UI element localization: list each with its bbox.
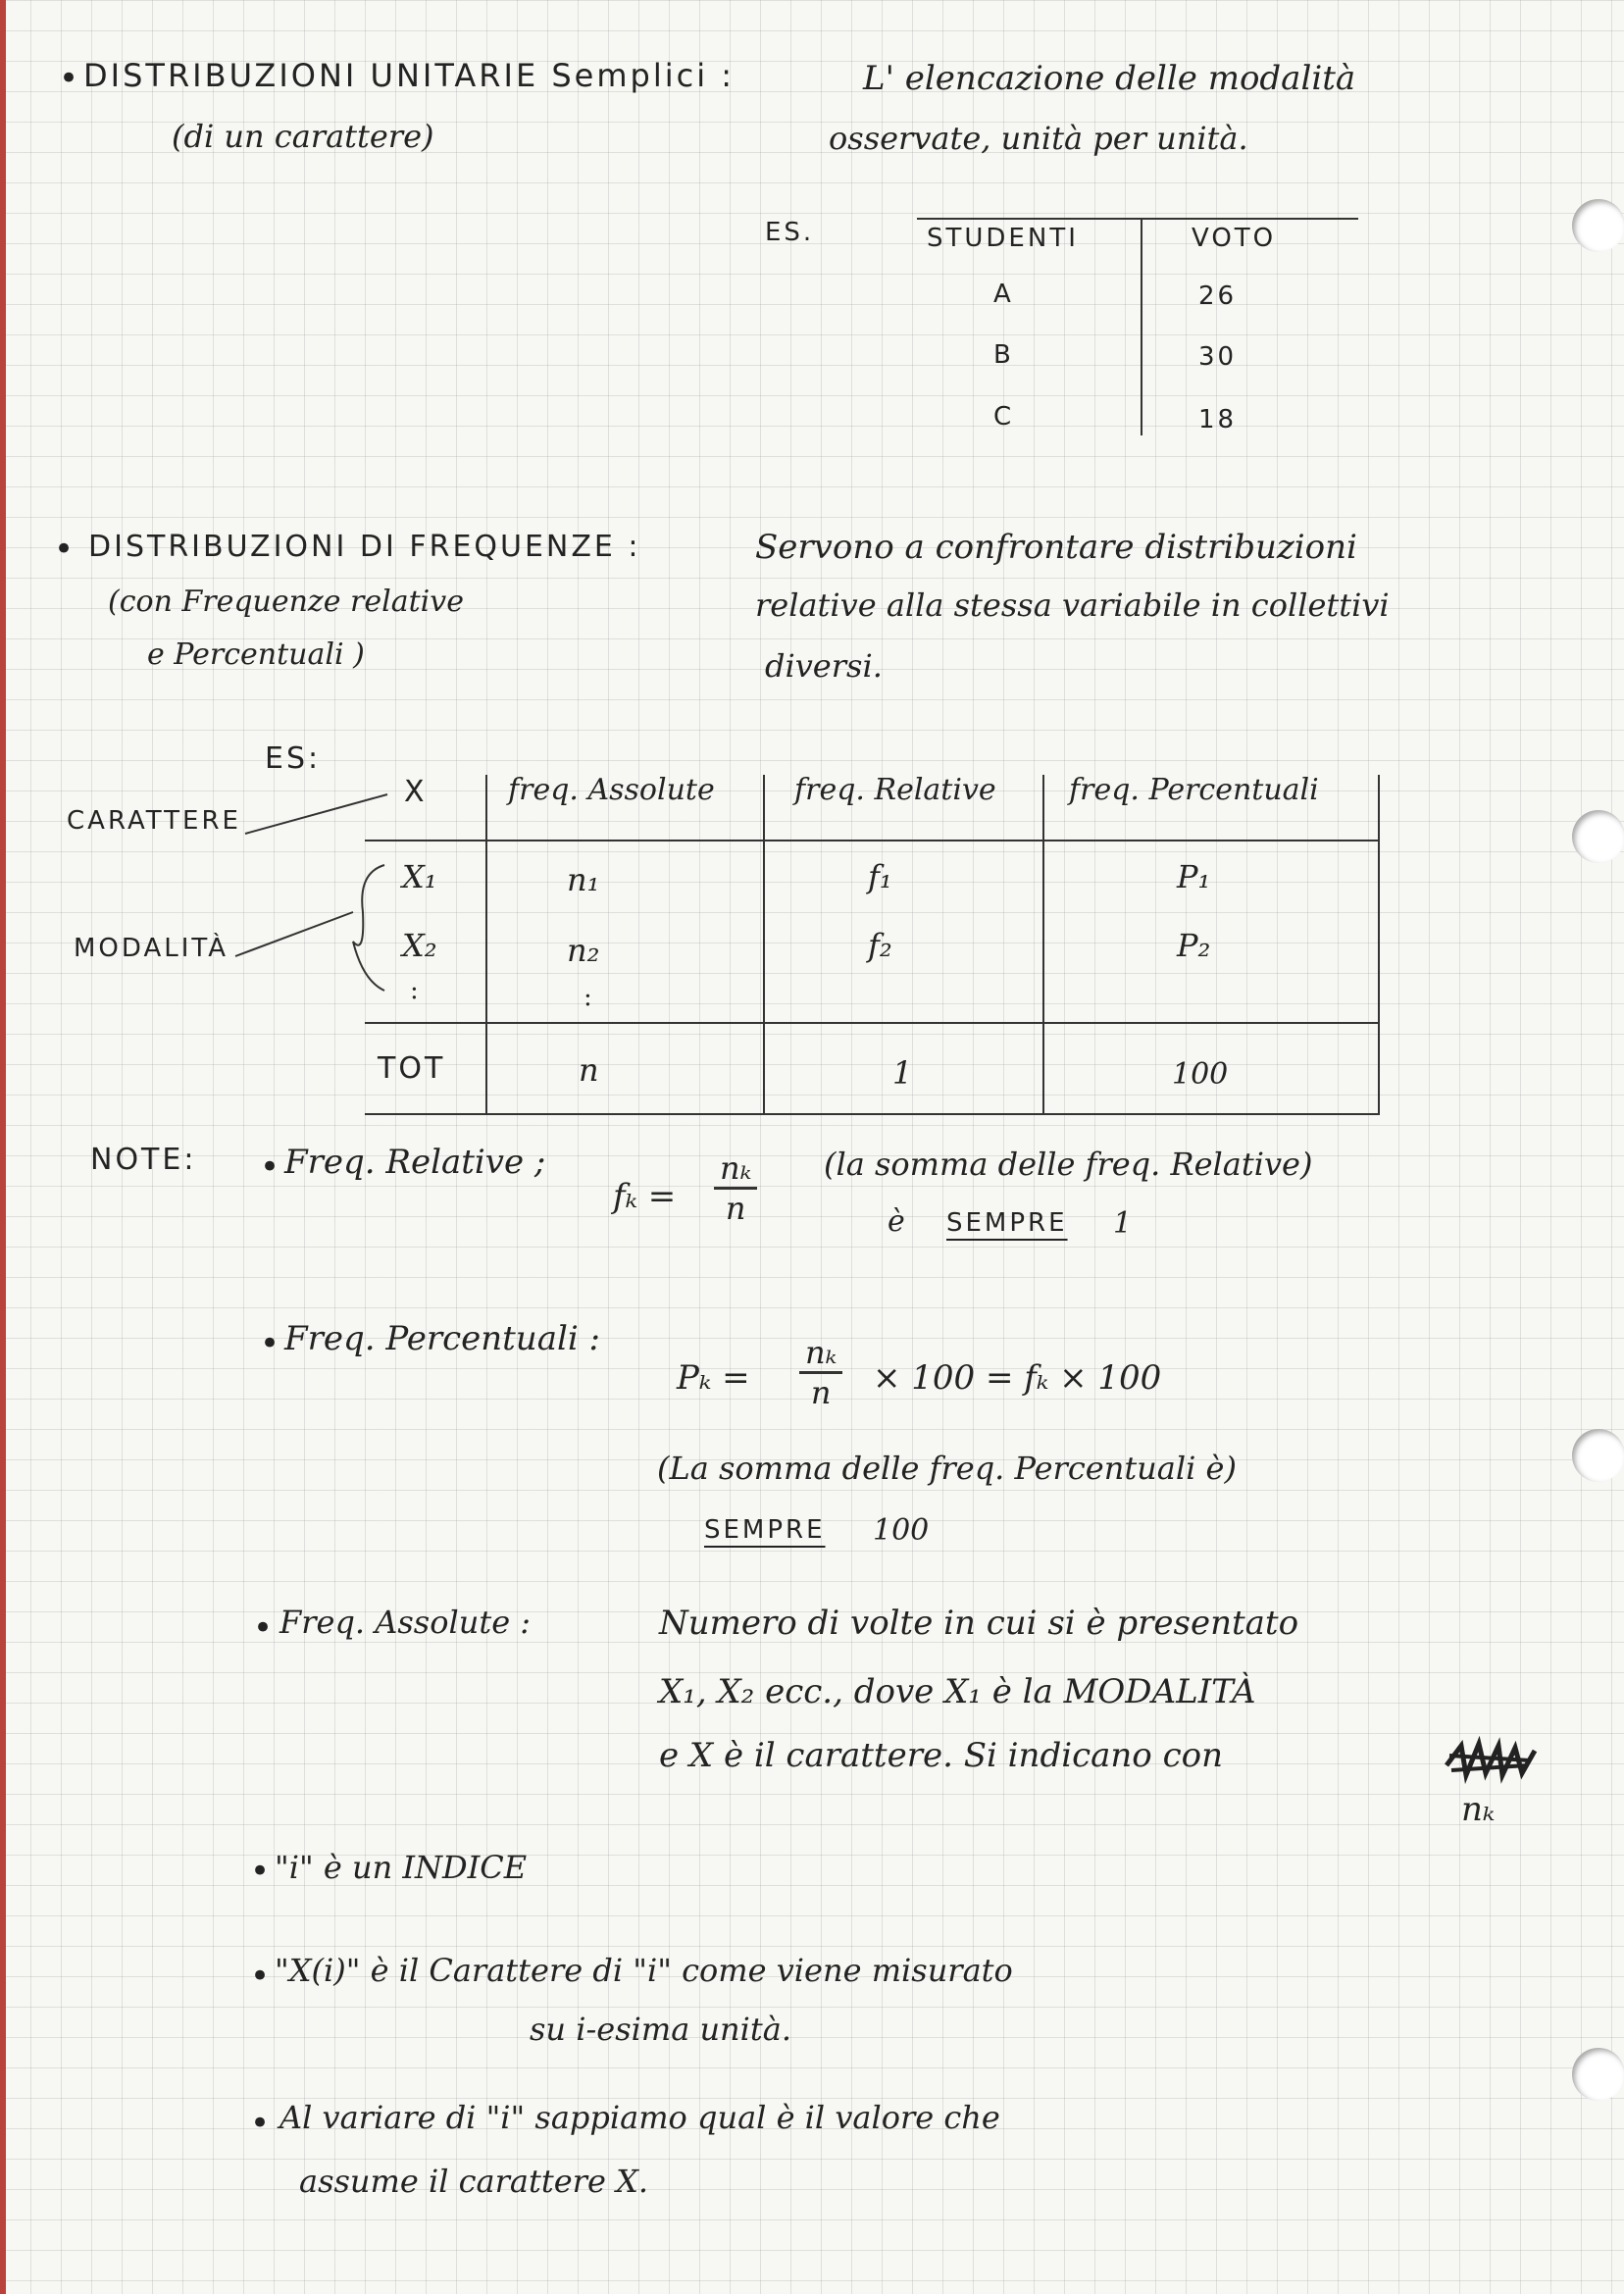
section1-definition-line2: osservate, unità per unità. <box>829 120 1248 157</box>
bullet-point: • <box>59 59 79 98</box>
table1-header-grade: VOTO <box>1192 224 1277 253</box>
table1-grade-a: 26 <box>1198 281 1238 311</box>
scribble-mark <box>1442 1736 1540 1785</box>
table2-continuation-dots: : <box>410 976 419 1005</box>
xi-definition-line2: su i-esima unità. <box>530 2011 791 2048</box>
abs-freq-line3: e X è il carattere. Si indicano con <box>659 1736 1223 1775</box>
table2-total-relative: 1 <box>892 1054 913 1092</box>
table1-header-students: STUDENTI <box>927 224 1079 253</box>
rel-freq-denominator: n <box>725 1190 746 1227</box>
table2-header-rule <box>365 840 1380 841</box>
perc-freq-numerator: nₖ <box>799 1334 842 1374</box>
section2-heading: DISTRIBUZIONI DI FREQUENZE : <box>88 530 641 564</box>
carattere-label: CARATTERE <box>67 806 241 836</box>
table2-es-label: ES: <box>265 741 322 776</box>
table2-cell-p1: P₁ <box>1177 858 1211 895</box>
section1-subheading: (di un carattere) <box>172 118 434 155</box>
perc-freq-rhs: × 100 = fₖ × 100 <box>873 1358 1162 1398</box>
table2-continuation-dots: : <box>584 983 592 1012</box>
section1-heading: DISTRIBUZIONI UNITARIE Semplici : <box>83 57 736 94</box>
table1-grade-c: 18 <box>1198 405 1238 434</box>
perc-freq-lhs: Pₖ = <box>677 1358 750 1398</box>
bullet-point: • <box>260 1324 280 1363</box>
table2-header-percent: freq. Percentuali <box>1069 773 1319 807</box>
table1-es-label: ES. <box>765 218 815 247</box>
table2-header-x: X <box>404 775 428 809</box>
table2-total-label: TOT <box>378 1051 446 1086</box>
rel-freq-lhs: fₖ = <box>613 1177 677 1216</box>
table2-cell-n1: n₁ <box>567 861 600 898</box>
bullet-point: • <box>250 1957 271 1996</box>
notes-label: NOTE: <box>90 1143 197 1177</box>
section2-sub-line2: e Percentuali ) <box>147 637 365 672</box>
table2-cell-f2: f₂ <box>868 927 892 964</box>
table2-header-relative: freq. Relative <box>794 773 996 807</box>
table2-cell-p2: P₂ <box>1177 927 1211 964</box>
bullet-point: • <box>250 1852 271 1891</box>
section2-desc-line3: diversi. <box>765 647 883 685</box>
rel-freq-comment-line1: (la somma delle freq. Relative) <box>824 1146 1313 1183</box>
table2-cell-x1: X₁ <box>402 858 437 895</box>
table2-header-absolute: freq. Assolute <box>508 773 715 807</box>
rel-freq-label: Freq. Relative ; <box>284 1143 546 1182</box>
abs-freq-line2: X₁, X₂ ecc., dove X₁ è la MODALITÀ <box>659 1672 1256 1711</box>
rel-freq-comment-always: SEMPRE <box>946 1208 1068 1238</box>
table2-total-n: n <box>579 1051 599 1089</box>
vary-index-line2: assume il carattere X. <box>299 2163 649 2200</box>
table2-total-rule <box>365 1022 1380 1024</box>
rel-freq-fraction <box>714 1149 757 1227</box>
table2-column-divider <box>763 775 765 1113</box>
rel-freq-numerator: nₖ <box>714 1149 757 1190</box>
table2-column-divider <box>485 775 487 1113</box>
table2-bottom-rule <box>365 1113 1380 1115</box>
table2-column-divider <box>1378 775 1380 1113</box>
perc-freq-label: Freq. Percentuali : <box>284 1319 600 1358</box>
bullet-point: • <box>54 530 75 569</box>
perc-freq-fraction <box>799 1334 842 1411</box>
perc-freq-comment-always: SEMPRE <box>704 1515 826 1545</box>
table1-student-a: A <box>993 280 1014 309</box>
abs-freq-label: Freq. Assolute : <box>279 1604 532 1641</box>
table2-total-percent: 100 <box>1172 1057 1229 1092</box>
table2-cell-f1: f₁ <box>868 858 892 895</box>
abs-freq-symbol: nₖ <box>1461 1790 1496 1829</box>
section2-sub-line1: (con Frequenze relative <box>108 585 464 619</box>
table1-grade-b: 30 <box>1198 342 1238 372</box>
modalita-label: MODALITÀ <box>74 934 229 963</box>
table2-column-divider <box>1042 775 1044 1113</box>
vary-index-line1: Al variare di "i" sappiamo qual è il valore che <box>279 2099 1000 2136</box>
bullet-point: • <box>260 1147 280 1187</box>
binder-hole <box>1572 2048 1624 2101</box>
bullet-point: • <box>250 2104 271 2143</box>
bullet-point: • <box>253 1608 274 1648</box>
binder-hole <box>1572 1429 1624 1482</box>
table2-cell-x2: X₂ <box>402 927 437 964</box>
table2-cell-n2: n₂ <box>567 932 600 969</box>
abs-freq-line1: Numero di volte in cui si è presentato <box>659 1604 1299 1643</box>
section2-desc-line2: relative alla stessa variabile in collettivi <box>755 586 1390 624</box>
table1-student-c: C <box>993 402 1015 432</box>
table1-student-b: B <box>993 340 1014 370</box>
index-definition: "i" è un INDICE <box>275 1849 528 1886</box>
section1-definition-line1: L' elencazione delle modalità <box>863 59 1356 98</box>
rel-freq-comment-value: 1 <box>1113 1206 1133 1241</box>
xi-definition-line1: "X(i)" è il Carattere di "i" come viene misurato <box>275 1952 1013 1989</box>
perc-freq-denominator: n <box>810 1374 832 1411</box>
rel-freq-comment-line2: è <box>888 1204 905 1239</box>
perc-freq-comment-value: 100 <box>873 1513 930 1548</box>
perc-freq-comment-line1: (La somma delle freq. Percentuali è) <box>657 1450 1237 1487</box>
section2-desc-line1: Servono a confrontare distribuzioni <box>755 528 1357 567</box>
